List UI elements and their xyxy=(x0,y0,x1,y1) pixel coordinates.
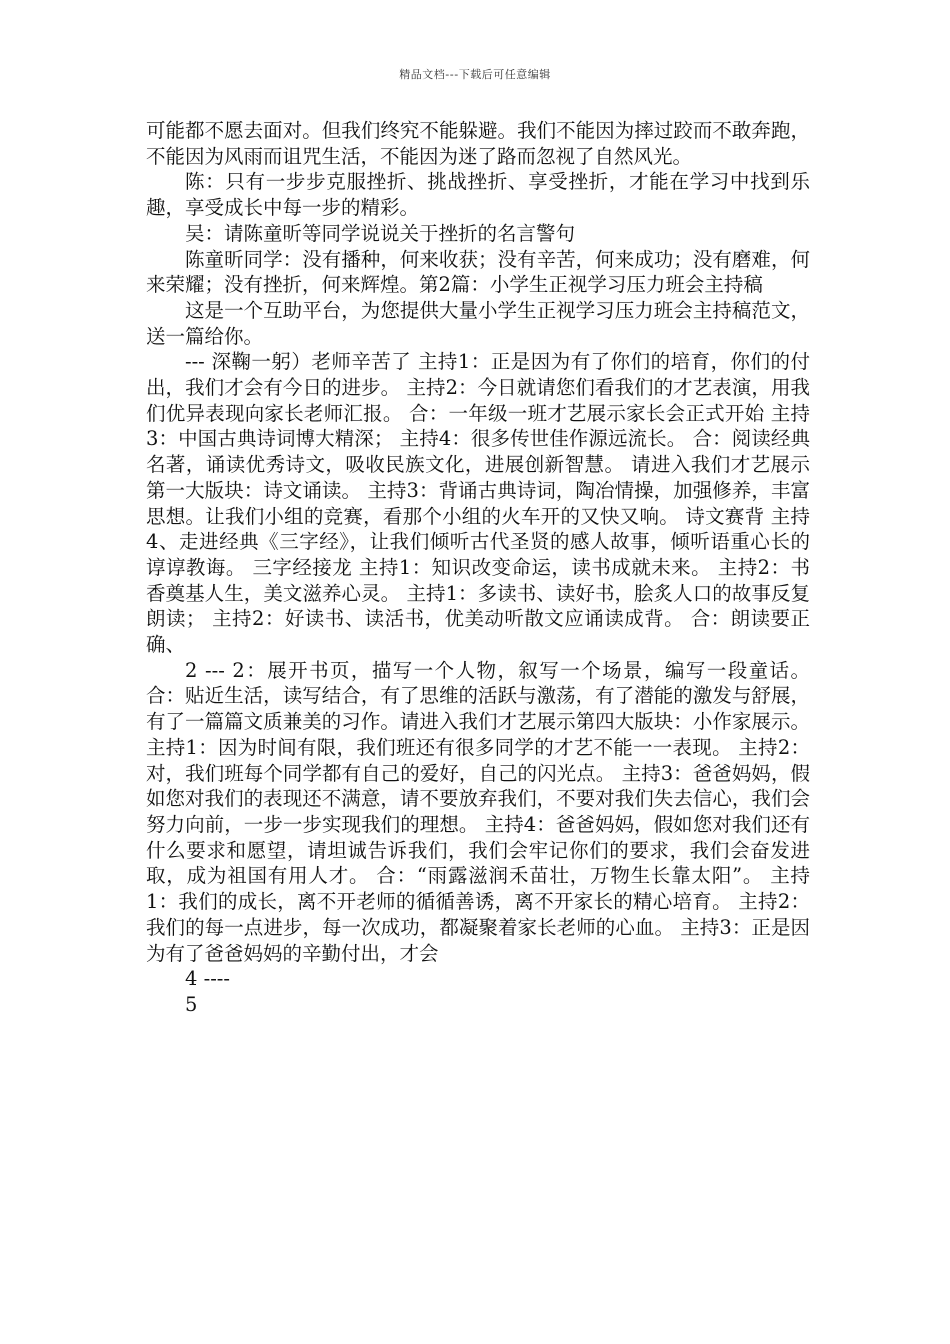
paragraph-1: 可能都不愿去面对。但我们终究不能躲避。我们不能因为摔过跤而不敢奔跑，不能因为风雨而诅咒生活，不能因为迷了路而忽视了自然风光。 xyxy=(146,119,810,168)
paragraph-3: 吴：请陈童昕等同学说说关于挫折的名言警句 xyxy=(185,221,576,245)
page-header: 精品文档---下载后可任意编辑 xyxy=(399,68,551,81)
paragraph-5: 这是一个互助平台，为您提供大量小学生正视学习压力班会主持稿范文，送一篇给你。 xyxy=(146,298,810,348)
paragraph-7: 2 --- 2：展开书页，描写一个人物，叙写一个场景，编写一段童话。 合：贴近生活，读写结合，有了思维的活跃与激荡，有了潜能的激发与舒展，有了一篇篇文质兼美的习作。请进入我们才艺展示第四大版块：小作家展示。 主持1：因为时间有限，我们班还有很多同学的才艺不能一一表现。 主持2：对，我们班每个同学都有自己的爱好，自己的闪光点。 主持3：爸爸妈妈，假如您对我们的表现还不满意，请不要放弃我们，不要对我们失去信心，我们会努力向前，一步一步实现我们的理想。 主持4：爸爸妈妈，假如您对我们还有什么要求和愿望，请坦诚告诉我们，我们会牢记你们的要求，我们会奋发进取，成为祖国有用人才。 合：“雨露滋润禾苗壮，万物生长靠太阳”。 主持1：我们的成长，离不开老师的循循善诱，离不开家长的精心培育。 主持2：我们的每一点进步，每一次成功，都凝聚着家长老师的心血。 主持3：正是因为有了爸爸妈妈的辛勤付出，才会 xyxy=(146,658,810,965)
document-body xyxy=(146,118,810,1018)
paragraph-9: 5 xyxy=(185,992,198,1016)
paragraph-8: 4 ---- xyxy=(185,967,230,991)
paragraph-4: 陈童昕同学：没有播种，何来收获；没有辛苦，何来成功；没有磨难，何来荣耀；没有挫折，何来辉煌。第2篇：小学生正视学习压力班会主持稿 xyxy=(146,247,810,297)
paragraph-6: --- 深鞠一躬）老师辛苦了 主持1：正是因为有了你们的培育，你们的付出，我们才会有今日的进步。 主持2：今日就请您们看我们的才艺表演，用我们优异表现向家长老师汇报。 合：一年级一班才艺展示家长会正式开始 主持3：中国古典诗词博大精深； 主持4：很多传世佳作源远流长。 合：阅读经典名著，诵读优秀诗文，吸收民族文化，进展创新智慧。 请进入我们才艺展示第一大版块：诗文诵读。 主持3：背诵古典诗词，陶冶情操，加强修养，丰富思想。让我们小组的竞赛，看那个小组的火车开的又快又响。 诗文赛背 主持4、走进经典《三字经》，让我们倾听古代圣贤的感人故事，倾听语重心长的谆谆教诲。 三字经接龙 主持1：知识改变命运，读书成就未来。 主持2：书香奠基人生，美文滋养心灵。 主持1：多读书、读好书，脍炙人口的故事反复朗读； 主持2：好读书、读活书，优美动听散文应诵读成背。 合：朗读要正确、 xyxy=(146,350,810,657)
paragraph-2: 陈：只有一步步克服挫折、挑战挫折、享受挫折，才能在学习中找到乐趣，享受成长中每一步的精彩。 xyxy=(146,170,810,220)
